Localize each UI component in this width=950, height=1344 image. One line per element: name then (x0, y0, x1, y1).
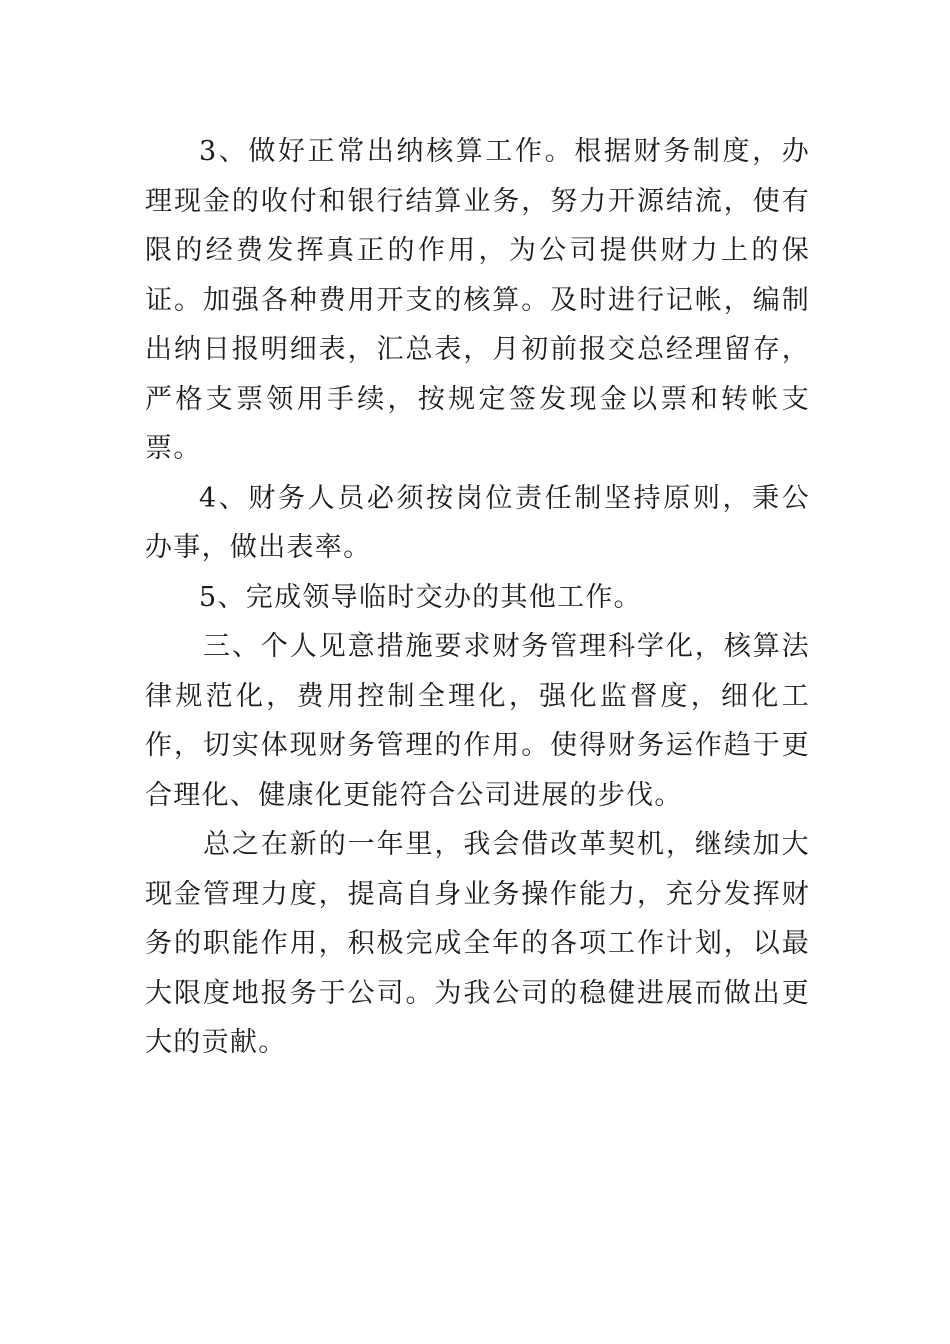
document-body (145, 127, 810, 1068)
paragraph-item-5: 5、完成领导临时交办的其他工作。 (199, 581, 642, 613)
paragraph-conclusion: 总之在新的一年里，我会借改革契机，继续加大现金管理力度，提高自身业务操作能力，充分发挥财务的职能作用，积极完成全年的各项工作计划，以最大限度地报务于公司。为我公司的稳健进展而做出更大的贡献。 (145, 829, 810, 1058)
paragraph-item-3: 3、做好正常出纳核算工作。根据财务制度，办理现金的收付和银行结算业务，努力开源结流，使有限的经费发挥真正的作用，为公司提供财力上的保证。加强各种费用开支的核算。及时进行记帐，编制出纳日报明细表，汇总表，月初前报交总经理留存，严格支票领用手续，按规定签发现金以票和转帐支票。 (145, 136, 810, 464)
paragraph-section-3: 三、个人见意措施要求财务管理科学化，核算法律规范化，费用控制全理化，强化监督度，细化工作，切实体现财务管理的作用。使得财务运作趋于更合理化、健康化更能符合公司进展的步伐。 (145, 631, 810, 811)
paragraph-item-4: 4、财务人员必须按岗位责任制坚持原则，秉公办事，做出表率。 (145, 482, 810, 563)
